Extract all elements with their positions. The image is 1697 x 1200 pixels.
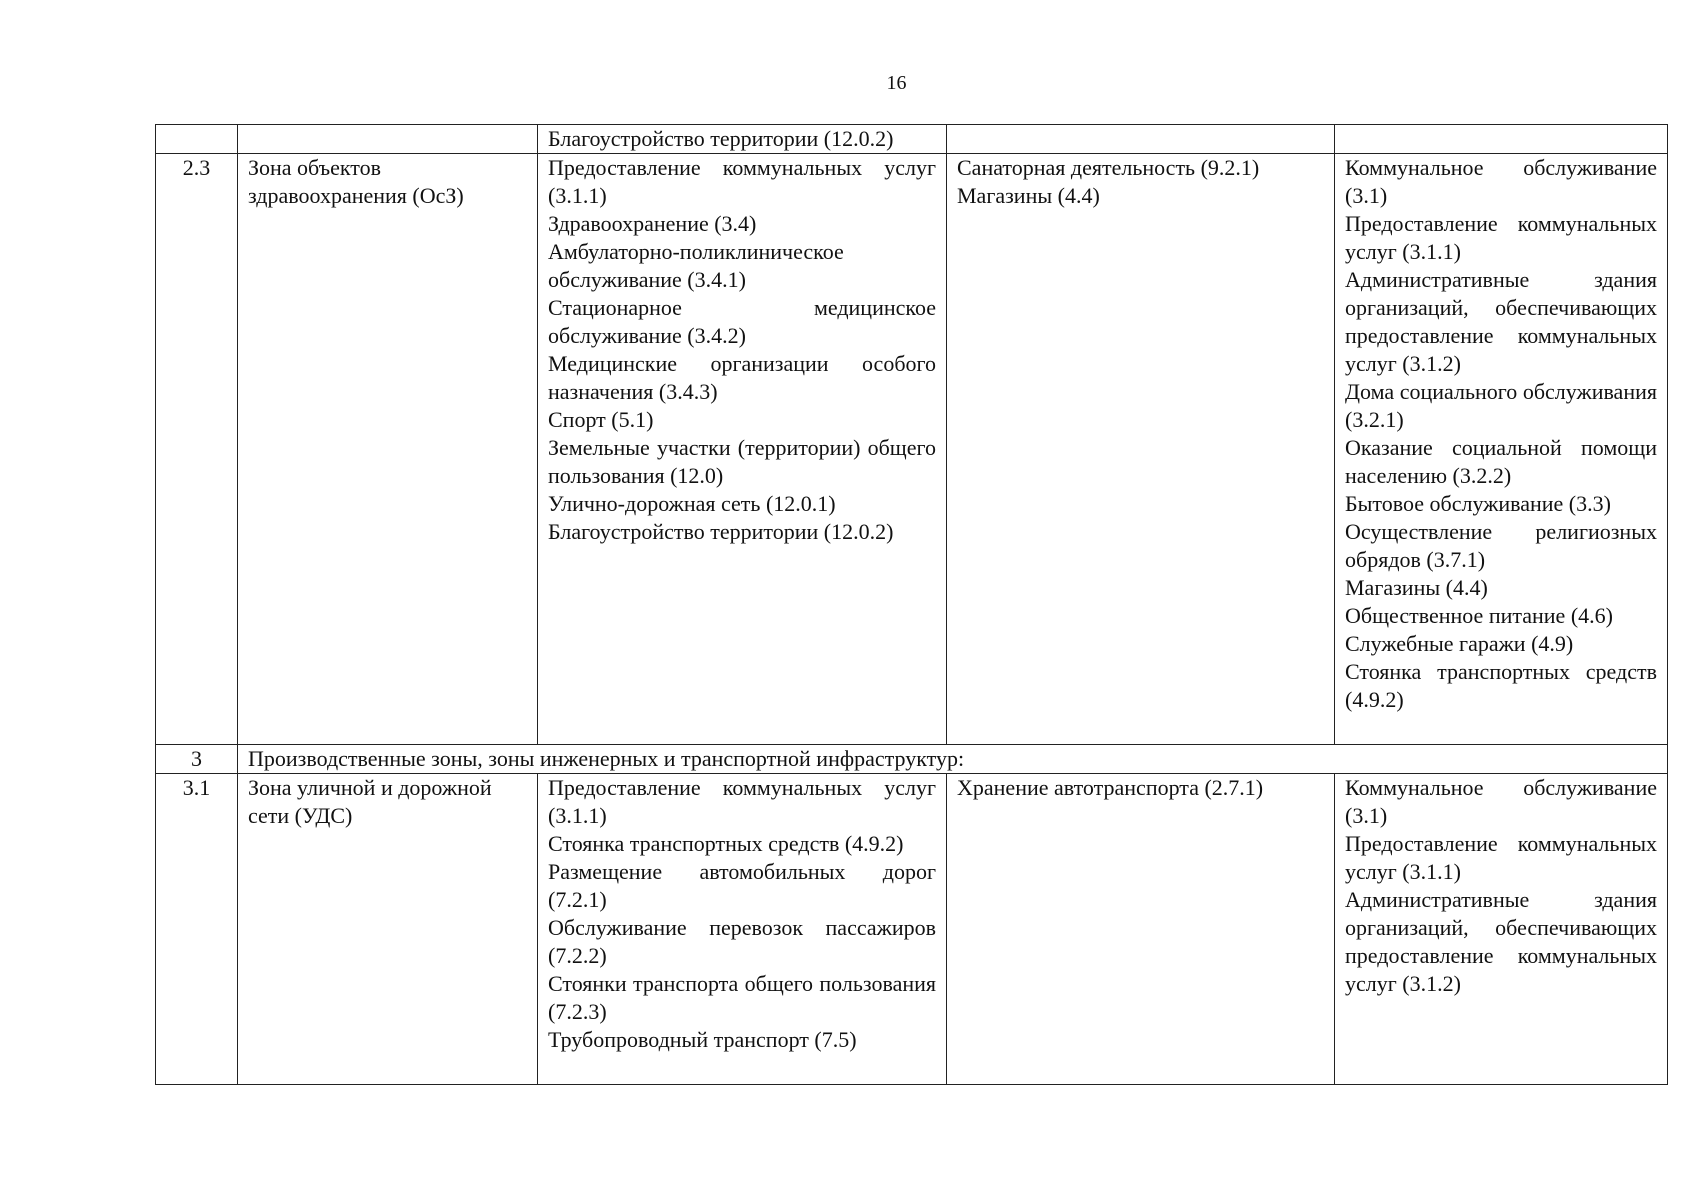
zone-name	[238, 125, 538, 154]
row-number: 3.1	[156, 774, 238, 1085]
land-use-entry: Здравоохранение (3.4)	[548, 211, 757, 236]
land-use-entry: Улично-дорожная сеть (12.0.1)	[548, 491, 836, 516]
conditional-uses-cell	[947, 774, 1335, 1085]
conditional-uses-cell	[947, 154, 1335, 745]
land-use-entry: Размещение автомобильных дорог (7.2.1)	[548, 859, 936, 912]
row-number	[156, 125, 238, 154]
land-use-entry: Стационарное медицинское обслуживание (3.4.2)	[548, 295, 936, 348]
land-use-entry: Предоставление коммунальных услуг (3.1.1)	[548, 155, 936, 208]
land-use-entry: Предоставление коммунальных услуг (3.1.1)	[1345, 831, 1657, 884]
land-use-entry: Медицинские организации особого назначения (3.4.3)	[548, 351, 936, 404]
section-row	[156, 745, 1668, 774]
main-uses-cell	[538, 125, 947, 154]
land-use-entry: Земельные участки (территории) общего пользования (12.0)	[548, 435, 936, 488]
zone-name: Зона уличной и дорожной сети (УДС)	[238, 774, 538, 1085]
land-use-entry: Осуществление религиозных обрядов (3.7.1)	[1345, 519, 1657, 572]
land-use-entry: Стоянка транспортных средств (4.9.2)	[1345, 659, 1657, 712]
zone-name: Зона объектов здравоохранения (ОсЗ)	[238, 154, 538, 745]
auxiliary-uses-cell	[1335, 774, 1668, 1085]
land-use-entry: Коммунальное обслуживание (3.1)	[1345, 775, 1657, 828]
land-use-entry: Хранение автотранспорта (2.7.1)	[957, 775, 1264, 800]
land-use-entry: Коммунальное обслуживание (3.1)	[1345, 155, 1657, 208]
table-row	[156, 125, 1668, 154]
land-use-entry: Предоставление коммунальных услуг (3.1.1)	[1345, 211, 1657, 264]
auxiliary-uses-cell	[1335, 154, 1668, 745]
land-use-entry: Обслуживание перевозок пассажиров (7.2.2)	[548, 915, 936, 968]
land-use-entry: Спорт (5.1)	[548, 407, 654, 432]
land-use-entry: Магазины (4.4)	[1345, 575, 1488, 600]
land-use-entry: Дома социального обслуживания (3.2.1)	[1345, 379, 1657, 432]
land-use-entry: Благоустройство территории (12.0.2)	[548, 126, 894, 151]
land-use-entry: Санаторная деятельность (9.2.1)	[957, 155, 1260, 180]
main-uses-cell	[538, 154, 947, 745]
land-use-entry: Оказание социальной помощи населению (3.2.2)	[1345, 435, 1657, 488]
land-use-entry: Общественное питание (4.6)	[1345, 603, 1613, 628]
section-number: 3	[156, 745, 238, 774]
auxiliary-uses-cell	[1335, 125, 1668, 154]
table-row	[156, 154, 1668, 745]
land-use-entry: Стоянка транспортных средств (4.9.2)	[548, 831, 904, 856]
land-use-entry: Предоставление коммунальных услуг (3.1.1)	[548, 775, 936, 828]
land-use-entry: Служебные гаражи (4.9)	[1345, 631, 1574, 656]
land-use-entry: Амбулаторно-поликлиническое обслуживание (3.4.1)	[548, 239, 844, 292]
land-use-entry: Административные здания организаций, обеспечивающих предоставление коммунальных услуг (3.1.2)	[1345, 267, 1657, 376]
zoning-table	[155, 124, 1668, 1085]
row-number: 2.3	[156, 154, 238, 745]
conditional-uses-cell	[947, 125, 1335, 154]
land-use-entry: Трубопроводный транспорт (7.5)	[548, 1027, 857, 1052]
land-use-entry: Стоянки транспорта общего пользования (7.2.3)	[548, 971, 936, 1024]
main-uses-cell	[538, 774, 947, 1085]
land-use-entry: Благоустройство территории (12.0.2)	[548, 519, 894, 544]
land-use-entry: Бытовое обслуживание (3.3)	[1345, 491, 1611, 516]
table-row	[156, 774, 1668, 1085]
section-title: Производственные зоны, зоны инженерных и транспортной инфраструктур:	[238, 745, 1668, 774]
page-number: 16	[886, 72, 907, 94]
land-use-entry: Административные здания организаций, обеспечивающих предоставление коммунальных услуг (3.1.2)	[1345, 887, 1657, 996]
land-use-entry: Магазины (4.4)	[957, 183, 1100, 208]
